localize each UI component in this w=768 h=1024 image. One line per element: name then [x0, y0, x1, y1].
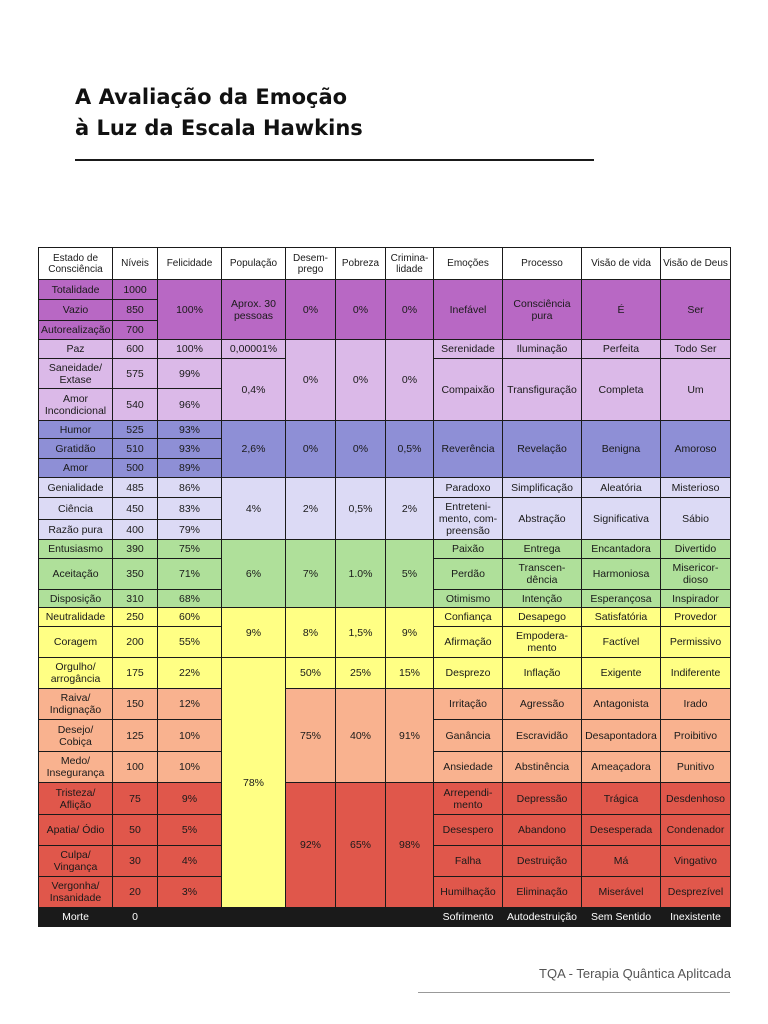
table-cell: Iluminação [503, 340, 582, 359]
title-divider [75, 159, 594, 161]
table-cell: Falha [434, 846, 503, 877]
table-cell: Arrependi- mento [434, 783, 503, 815]
table-cell: Provedor [661, 608, 731, 627]
table-cell: 0,5% [386, 421, 434, 478]
table-cell: Má [582, 846, 661, 877]
table-cell: Irado [661, 689, 731, 720]
table-cell: 40% [336, 689, 386, 783]
table-cell: 700 [113, 321, 158, 340]
table-cell: Transfiguração [503, 359, 582, 421]
table-cell: Genialidade [39, 478, 113, 498]
table-cell: Sábio [661, 498, 731, 540]
table-cell: 0% [286, 280, 336, 340]
table-cell: Esperançosa [582, 590, 661, 608]
table-cell: 3% [158, 877, 222, 908]
table-cell: Perfeita [582, 340, 661, 359]
table-cell: Escravidão [503, 720, 582, 752]
table-cell: 175 [113, 658, 158, 689]
table-cell: 0,5% [336, 478, 386, 540]
table-cell: Um [661, 359, 731, 421]
table-cell: Ameaçadora [582, 752, 661, 783]
table-cell: 525 [113, 421, 158, 439]
table-row [39, 783, 731, 815]
table-cell: 0% [336, 340, 386, 421]
table-cell: 92% [286, 783, 336, 908]
table-cell: 96% [158, 389, 222, 421]
table-cell: Desapego [503, 608, 582, 627]
table-cell: 75% [158, 540, 222, 559]
table-cell: Ansiedade [434, 752, 503, 783]
table-cell: 25% [336, 658, 386, 689]
table-cell: Misterioso [661, 478, 731, 498]
table-cell: Satisfatória [582, 608, 661, 627]
header-cell: Visão de vida [582, 248, 661, 280]
table-cell: Raiva/ Indignação [39, 689, 113, 720]
table-cell: Divertido [661, 540, 731, 559]
table-cell: Inspirador [661, 590, 731, 608]
table-cell: 89% [158, 459, 222, 478]
header-cell: Pobreza [336, 248, 386, 280]
table-cell: 9% [386, 608, 434, 658]
table-row [39, 280, 731, 300]
footer-divider [418, 992, 730, 993]
table-cell: Confiança [434, 608, 503, 627]
table-cell: 78% [222, 658, 286, 908]
table-cell: 8% [286, 608, 336, 658]
title-line-2: à Luz da Escala Hawkins [75, 116, 363, 140]
table-cell: Reverência [434, 421, 503, 478]
table-cell: Abstinência [503, 752, 582, 783]
table-cell: 50% [286, 658, 336, 689]
table-cell: 9% [158, 783, 222, 815]
table-cell: Aceitação [39, 559, 113, 590]
table-cell: 485 [113, 478, 158, 498]
table-cell: 6% [222, 540, 286, 608]
table-cell: 68% [158, 590, 222, 608]
header-cell: Desem- prego [286, 248, 336, 280]
table-cell: Punitivo [661, 752, 731, 783]
table-cell: Irritação [434, 689, 503, 720]
table-cell: Orgulho/ arrogância [39, 658, 113, 689]
table-cell: 100% [158, 280, 222, 340]
table-cell: 0% [386, 280, 434, 340]
table-cell: 99% [158, 359, 222, 389]
table-cell: Afirmação [434, 627, 503, 658]
table-cell: 12% [158, 689, 222, 720]
table-cell: 10% [158, 752, 222, 783]
table-cell: 310 [113, 590, 158, 608]
table-cell: Depressão [503, 783, 582, 815]
table-cell: 450 [113, 498, 158, 520]
table-cell: 150 [113, 689, 158, 720]
table-cell: Gratidão [39, 439, 113, 459]
table-cell: Disposição [39, 590, 113, 608]
table-cell: Entusiasmo [39, 540, 113, 559]
table-body [39, 280, 731, 927]
header-cell: Níveis [113, 248, 158, 280]
table-cell: Transcen- dência [503, 559, 582, 590]
table-cell: 0,00001% [222, 340, 286, 359]
table-row [39, 421, 731, 439]
table-cell: 22% [158, 658, 222, 689]
table-cell: Apatia/ Ódio [39, 815, 113, 846]
table-cell: Paradoxo [434, 478, 503, 498]
table-cell: 125 [113, 720, 158, 752]
table-cell: Intenção [503, 590, 582, 608]
table-cell: Inexistente [661, 908, 731, 927]
table-cell: Paixão [434, 540, 503, 559]
table-cell: Morte [39, 908, 113, 927]
table-row [39, 658, 731, 689]
table-cell: Paz [39, 340, 113, 359]
table-cell: 1,5% [336, 608, 386, 658]
table-cell: 9% [222, 608, 286, 658]
table-cell: 510 [113, 439, 158, 459]
table-cell: Permissivo [661, 627, 731, 658]
table-cell: 100 [113, 752, 158, 783]
table-cell: 0% [336, 280, 386, 340]
table-cell: Sofrimento [434, 908, 503, 927]
table-cell: Antagonista [582, 689, 661, 720]
table-cell: 100% [158, 340, 222, 359]
table-cell: Desesperada [582, 815, 661, 846]
table-cell: Desejo/ Cobiça [39, 720, 113, 752]
table-cell: Amoroso [661, 421, 731, 478]
table-cell: Inflação [503, 658, 582, 689]
table-cell: Razão pura [39, 520, 113, 540]
table-row [39, 608, 731, 627]
table-cell: 540 [113, 389, 158, 421]
table-cell: Otimismo [434, 590, 503, 608]
table-cell: 1000 [113, 280, 158, 300]
table-cell: Trágica [582, 783, 661, 815]
table-row [39, 340, 731, 359]
table-cell: 71% [158, 559, 222, 590]
table-cell: 91% [386, 689, 434, 783]
table-cell: Autorealização [39, 321, 113, 340]
table-cell: Benigna [582, 421, 661, 478]
table-cell: Humor [39, 421, 113, 439]
table-cell: 575 [113, 359, 158, 389]
table-cell: Sem Sentido [582, 908, 661, 927]
table-cell: 2% [386, 478, 434, 540]
table-cell: Abandono [503, 815, 582, 846]
table-cell: 20 [113, 877, 158, 908]
table-cell: Consciência pura [503, 280, 582, 340]
table-cell: 83% [158, 498, 222, 520]
table-cell: Condenador [661, 815, 731, 846]
header-cell: Crimina- lidade [386, 248, 434, 280]
table-cell: Eliminação [503, 877, 582, 908]
table-cell: Aleatória [582, 478, 661, 498]
table-cell: 75% [286, 689, 336, 783]
table-cell: 50 [113, 815, 158, 846]
table-cell: 390 [113, 540, 158, 559]
table-cell: Humilhação [434, 877, 503, 908]
table-cell: 60% [158, 608, 222, 627]
table-cell: 0% [336, 421, 386, 478]
table-cell: 79% [158, 520, 222, 540]
table-cell: 0 [113, 908, 158, 927]
table-cell [158, 908, 434, 927]
table-cell: 86% [158, 478, 222, 498]
header-cell: Processo [503, 248, 582, 280]
table-cell: Simplificação [503, 478, 582, 498]
table-cell: Amor Incondicional [39, 389, 113, 421]
table-cell: Exigente [582, 658, 661, 689]
table-cell: Vingativo [661, 846, 731, 877]
table-cell: 98% [386, 783, 434, 908]
table-cell: Serenidade [434, 340, 503, 359]
header-cell: Felicidade [158, 248, 222, 280]
table-cell: Indiferente [661, 658, 731, 689]
table-header-row [39, 248, 731, 280]
table-cell: Neutralidade [39, 608, 113, 627]
table-cell: 0% [286, 340, 336, 421]
table-cell: 30 [113, 846, 158, 877]
table-cell: Factível [582, 627, 661, 658]
table-cell: 5% [158, 815, 222, 846]
table-cell: Totalidade [39, 280, 113, 300]
hawkins-scale-table [38, 247, 731, 927]
table-cell: 93% [158, 421, 222, 439]
table-cell: Ciência [39, 498, 113, 520]
table-cell: 10% [158, 720, 222, 752]
table-row [39, 908, 731, 927]
table-cell: Desdenhoso [661, 783, 731, 815]
table-cell: Encantadora [582, 540, 661, 559]
table-cell: 5% [386, 540, 434, 608]
table-cell: 2% [286, 478, 336, 540]
table-cell: Destruição [503, 846, 582, 877]
table-cell: 7% [286, 540, 336, 608]
table-cell: 850 [113, 300, 158, 321]
table-cell: Miserável [582, 877, 661, 908]
header-cell: Emoções [434, 248, 503, 280]
table-cell: Harmoniosa [582, 559, 661, 590]
table-cell: Abstração [503, 498, 582, 540]
table-cell: 600 [113, 340, 158, 359]
table-cell: Ganância [434, 720, 503, 752]
table-cell: 4% [158, 846, 222, 877]
table-cell: Coragem [39, 627, 113, 658]
table-cell: Misericor- dioso [661, 559, 731, 590]
table-cell: 250 [113, 608, 158, 627]
table-cell: Entrega [503, 540, 582, 559]
table-cell: Proibitivo [661, 720, 731, 752]
table-cell: 15% [386, 658, 434, 689]
table-cell: Revelação [503, 421, 582, 478]
title-line-1: A Avaliação da Emoção [75, 85, 348, 109]
table-cell: 75 [113, 783, 158, 815]
table-cell: Culpa/ Vingança [39, 846, 113, 877]
table-cell: Todo Ser [661, 340, 731, 359]
table-cell: 2,6% [222, 421, 286, 478]
table-cell: Desespero [434, 815, 503, 846]
table-cell: Significativa [582, 498, 661, 540]
table-cell: Autodestruição [503, 908, 582, 927]
table-cell: 0% [286, 421, 336, 478]
table-row [39, 540, 731, 559]
table-cell: 55% [158, 627, 222, 658]
header-cell: População [222, 248, 286, 280]
table-cell: É [582, 280, 661, 340]
table-cell: 400 [113, 520, 158, 540]
page-title [75, 82, 363, 144]
table-cell: 350 [113, 559, 158, 590]
table-row [39, 478, 731, 498]
table-cell: 4% [222, 478, 286, 540]
table-cell: 200 [113, 627, 158, 658]
table-cell: Desprezo [434, 658, 503, 689]
table-cell: Compaixão [434, 359, 503, 421]
table-cell: Vergonha/ Insanidade [39, 877, 113, 908]
table-cell: Ser [661, 280, 731, 340]
table-cell: 0,4% [222, 359, 286, 421]
table-cell: Desprezível [661, 877, 731, 908]
table-cell: Amor [39, 459, 113, 478]
table-cell: Aprox. 30 pessoas [222, 280, 286, 340]
footer-credit: TQA - Terapia Quântica Aplitcada [539, 966, 731, 981]
table-cell: Empodera- mento [503, 627, 582, 658]
table-cell: 0% [386, 340, 434, 421]
table-cell: Completa [582, 359, 661, 421]
table-cell: 1.0% [336, 540, 386, 608]
table-cell: Vazio [39, 300, 113, 321]
table-cell: 93% [158, 439, 222, 459]
table-cell: Perdão [434, 559, 503, 590]
table-row [39, 689, 731, 720]
table-cell: Tristeza/ Aflição [39, 783, 113, 815]
header-cell: Estado de Consciência [39, 248, 113, 280]
table-cell: Desapontadora [582, 720, 661, 752]
table-cell: Agressão [503, 689, 582, 720]
table-cell: Saneidade/ Extase [39, 359, 113, 389]
table-cell: Entreteni- mento, com- preensão [434, 498, 503, 540]
table-cell: Medo/ Insegurança [39, 752, 113, 783]
table-cell: Inefável [434, 280, 503, 340]
header-cell: Visão de Deus [661, 248, 731, 280]
table-cell: 65% [336, 783, 386, 908]
table-cell: 500 [113, 459, 158, 478]
